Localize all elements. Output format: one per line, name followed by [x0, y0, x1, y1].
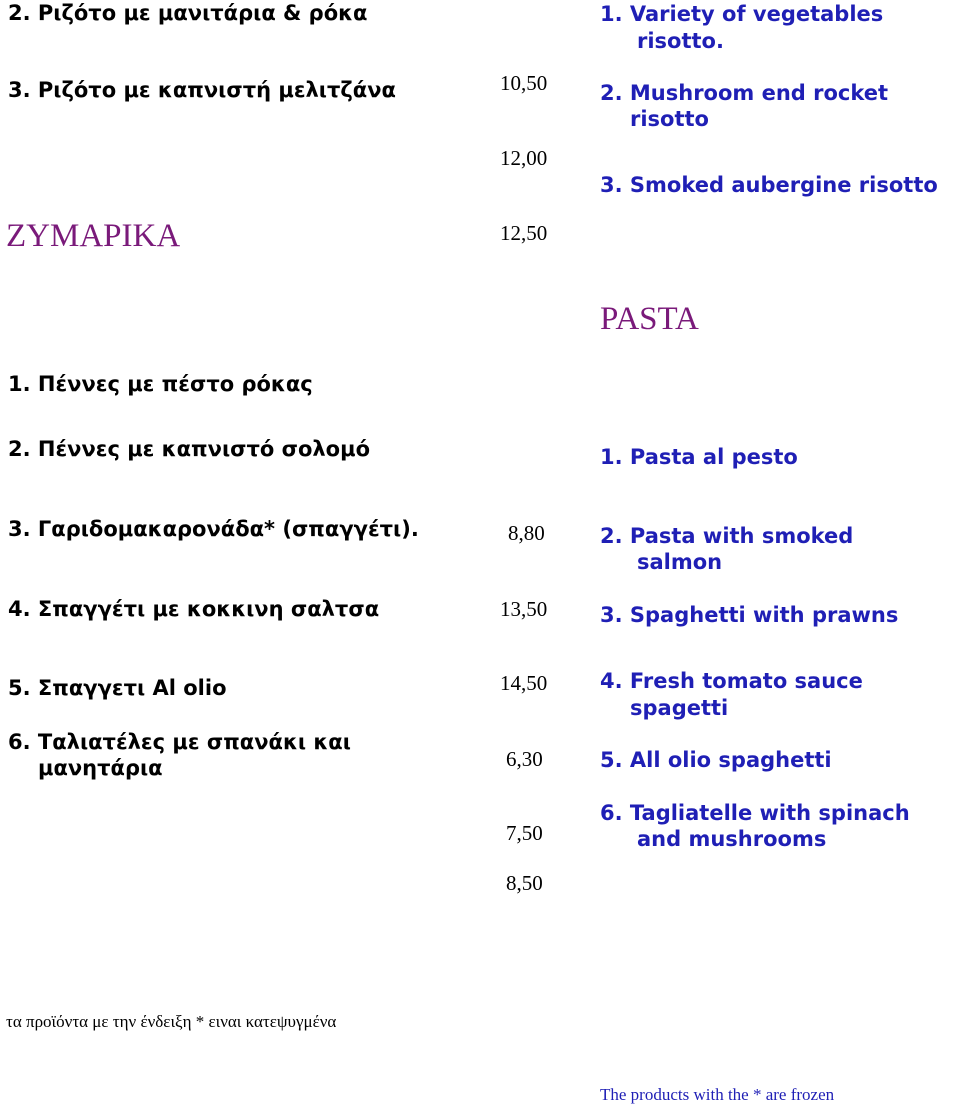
english-pasta-item-6-line-1: 6. Tagliatelle with spinach [600, 801, 910, 825]
english-pasta-item-6-line-2: and mushrooms [637, 827, 827, 851]
english-risotto-item-1-line-1: 1. Variety of vegetables [600, 2, 884, 26]
english-risotto-item-1-line-2: risotto. [637, 29, 724, 53]
english-pasta-item-3: 3. Spaghetti with prawns [600, 603, 899, 627]
price-8: 7,50 [506, 821, 543, 845]
greek-pasta-item-2: 2. Πέννες με καπνιστό σολομό [8, 437, 370, 461]
price-6: 14,50 [500, 671, 548, 695]
english-risotto-item-2-line-1: 2. Mushroom end rocket [600, 81, 889, 105]
price-7: 6,30 [506, 747, 543, 771]
greek-pasta-item-6-line-2: μανητάρια [38, 756, 163, 780]
greek-pasta-item-3: 3. Γαριδομακαρονάδα* (σπαγγέτι). [8, 517, 419, 541]
english-risotto-item-3: 3. Smoked aubergine risotto [600, 173, 938, 197]
greek-pasta-heading: ΖΥΜΑΡΙΚΑ [6, 218, 181, 254]
greek-pasta-item-5: 5. Σπαγγετι Al olio [8, 676, 227, 700]
price-5: 13,50 [500, 597, 548, 621]
greek-risotto-item-2: 2. Ριζότο με μανιτάρια & ρόκα [8, 1, 368, 25]
price-4: 8,80 [508, 521, 545, 545]
english-risotto-item-2-line-2: risotto [630, 107, 709, 131]
english-pasta-item-1: 1. Pasta al pesto [600, 445, 798, 469]
greek-pasta-item-6-line-1: 6. Ταλιατέλες με σπανάκι και [8, 730, 351, 754]
english-pasta-item-5: 5. All olio spaghetti [600, 748, 832, 772]
english-pasta-item-2-line-1: 2. Pasta with smoked [600, 524, 854, 548]
price-9: 8,50 [506, 871, 543, 895]
english-pasta-heading: PASTA [600, 301, 699, 337]
english-pasta-item-4-line-1: 4. Fresh tomato sauce [600, 669, 863, 693]
greek-frozen-note: τα προϊόντα με την ένδειξη * ειναι κατεψυγμένα [6, 1012, 337, 1031]
english-pasta-item-4-line-2: spagetti [630, 696, 729, 720]
english-frozen-note: The products with the * are frozen [600, 1085, 835, 1104]
price-3: 12,50 [500, 221, 548, 245]
greek-pasta-item-4: 4. Σπαγγέτι με κοκκινη σαλτσα [8, 597, 380, 621]
greek-pasta-item-1: 1. Πέννες με πέστο ρόκας [8, 372, 313, 396]
english-pasta-item-2-line-2: salmon [637, 550, 723, 574]
greek-risotto-item-3: 3. Ριζότο με καπνιστή μελιτζάνα [8, 78, 396, 102]
price-1: 10,50 [500, 71, 548, 95]
price-2: 12,00 [500, 146, 548, 170]
